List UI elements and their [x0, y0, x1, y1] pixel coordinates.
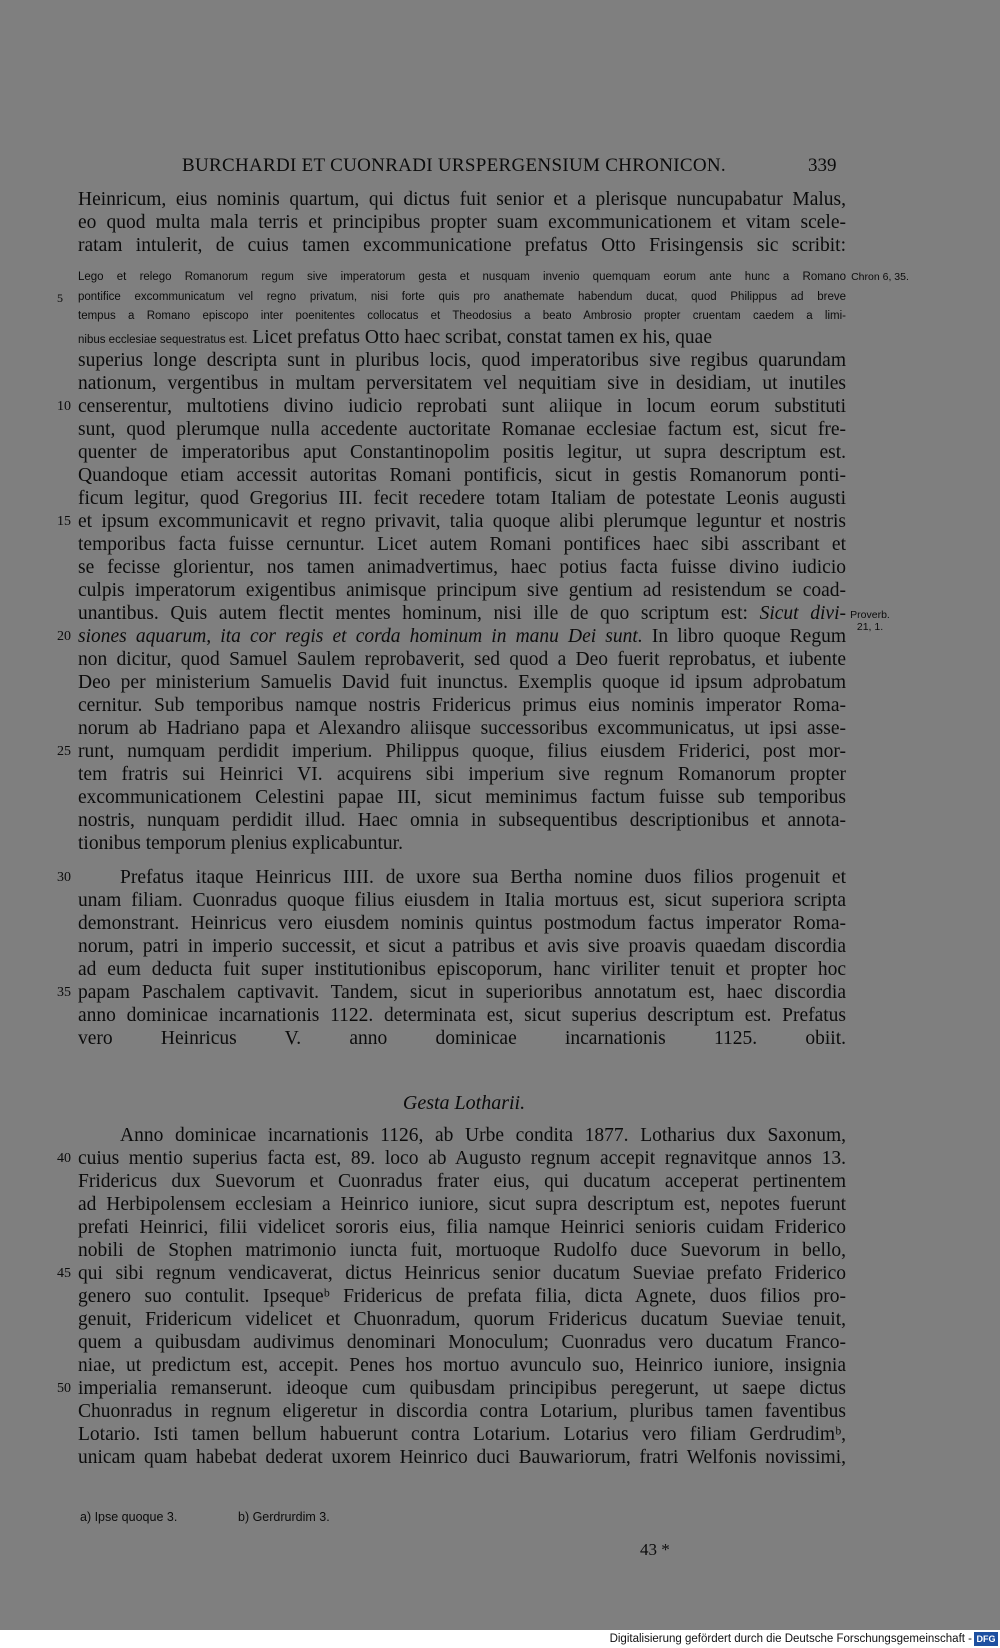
- quote-end: nibus ecclesiae sequestratus est.: [78, 334, 248, 346]
- text-line: genuit, Fridericum videlicet et Chuonradum, quorum Fridericus ducatum Sueviae tenuit,: [78, 1309, 846, 1330]
- quote-line: tempus a Romano episcopo inter poenitentes collocatus et Theodosius a beato Ambrosio propter cruentam caedem a limi-: [78, 310, 846, 322]
- text-line: Prefatus itaque Heinricus IIII. de uxore sua Bertha nomine duos filios progenuit et: [120, 867, 846, 888]
- text-line: excommunicationem Celestini papae III, sicut meminimus factum fuisse sub temporibus: [78, 787, 846, 808]
- text-line: quem a quibusdam audivimus denominari Monoculum; Cuonradus vero ducatum Franco-: [78, 1332, 846, 1353]
- line-number: 15: [57, 514, 71, 529]
- text-line: unam filiam. Cuonradus quoque filius eiusdem in Italia mortuus est, sicut superiora scripta: [78, 890, 846, 911]
- text-line: imperialia remanserunt. ideoque cum quibusdam principibus peregerunt, ut saepe dictus: [78, 1378, 846, 1399]
- line-number: 20: [57, 629, 71, 644]
- text-line: eo quod multa mala terris et principibus propter suam excommunicationem et vitam scele-: [78, 212, 846, 233]
- text-line: temporibus facta fuisse cernuntur. Licet autem Romani pontifices haec sibi asscribant et: [78, 534, 846, 555]
- quote-line: Lego et relego Romanorum regum sive imperatorum gesta et nusquam invenio quemquam eorum ante hunc a Romano: [78, 271, 846, 283]
- dfg-logo: DFG: [974, 1632, 998, 1646]
- text-line: unicam quam habebat dederat uxorem Heinrico duci Bauwariorum, fratri Welfonis novissimi,: [78, 1447, 846, 1468]
- text-line: tem fratris sui Heinrici VI. acquirens sibi imperium sive regnum Romanorum propter: [78, 764, 846, 785]
- text-line: prefati Heinrici, filii videlicet sororis eius, filia namque Heinrici senioris cuidam Friderico: [78, 1217, 846, 1238]
- line-number: 45: [57, 1266, 71, 1281]
- text-line: sunt, quod plerumque nulla accedente auctoritate Romanae ecclesiae factum est, sicut fre-: [78, 419, 846, 440]
- signature-mark: 43 *: [640, 1540, 670, 1559]
- margin-note-proverb-ref: Proverb.: [850, 609, 890, 621]
- line-number: 30: [57, 870, 71, 885]
- footnote-b: b) Gerdrurdim 3.: [238, 1510, 330, 1524]
- text-line: Lotario. Isti tamen bellum habuerunt contra Lotarium. Lotarius vero filiam Gerdrudimᵇ,: [78, 1424, 846, 1445]
- margin-note-proverb-verse: 21, 1.: [856, 621, 884, 633]
- text-line-mixed: [78, 602, 846, 625]
- text-line: ficum legitur, quod Gregorius III. fecit recedere totam Italiam de potestate Leonis augusti: [78, 488, 846, 509]
- text-line: vero Heinricus V. anno dominicae incarnationis 1125. obiit.: [78, 1028, 846, 1049]
- margin-note-chron: Chron 6, 35.: [851, 271, 909, 283]
- text-line: demonstrant. Heinricus vero eiusdem nominis quintus postmodum factus imperator Roma-: [78, 913, 846, 934]
- footer-bar: [0, 1630, 1000, 1648]
- text-continuation: Licet prefatus Otto haec scribat, constat tamen ex his, quae: [252, 327, 712, 348]
- text-line: qui sibi regnum vendicaverat, dictus Heinricus senior ducatum Sueviae prefato Friderico: [78, 1263, 846, 1284]
- footnote-a: a) Ipse quoque 3.: [80, 1510, 178, 1524]
- line-number: 40: [57, 1151, 71, 1166]
- quote-line: pontifice excommunicatum vel regno privatum, nisi forte quis pro anathemate habendum ducat, quod Philippus ad breve: [78, 291, 846, 303]
- footer-credit: Digitalisierung gefördert durch die Deutsche Forschungsgemeinschaft -: [609, 1633, 972, 1645]
- scripture-quote: Sicut divi-: [759, 603, 846, 624]
- text-line: papam Paschalem captivavit. Tandem, sicut in superioribus annotatum est, haec discordia: [78, 982, 846, 1003]
- text-line: non dicitur, quod Samuel Saulem reprobaverit, sed quod a Deo fuerit reprobatus, et iubente: [78, 649, 846, 670]
- text-line: Deo per ministerium Samuelis David fuit inunctus. Exemplis quoque id ipsum adprobatum: [78, 672, 846, 693]
- line-number: 5: [57, 291, 63, 305]
- page-number: 339: [808, 155, 837, 176]
- text-line: niae, ut predictum est, accepit. Penes hos mortuo avunculo suo, Heinrico iuniore, insignia: [78, 1355, 846, 1376]
- text-line-mixed: [78, 625, 846, 648]
- line-number: 50: [57, 1381, 71, 1396]
- text-line: quenter de imperatoribus aput Constantinopolim positis legitur, ut supra descriptum est.: [78, 442, 846, 463]
- text-line: Anno dominicae incarnationis 1126, ab Urbe condita 1877. Lotharius dux Saxonum,: [120, 1125, 846, 1146]
- text-segment: In libro quoque Regum: [651, 626, 846, 647]
- text-line: tionibus temporum plenius explicabuntur.: [78, 833, 403, 854]
- text-line: anno dominicae incarnationis 1122. determinata est, sicut superius descriptum est. Prefatus: [78, 1005, 846, 1026]
- text-line: nationum, vergentibus in multam perversitatem vel nequitiam sive in desidiam, ut inutiles: [78, 373, 846, 394]
- line-number: 10: [57, 399, 71, 414]
- text-segment: unantibus. Quis autem flectit mentes hominum, nisi ille de quo scriptum est:: [78, 603, 748, 624]
- text-line: Quandoque etiam accessit autoritas Romani pontificis, sicut in gestis Romanorum ponti-: [78, 465, 846, 486]
- text-line: se fecisse glorientur, nos tamen animadvertimus, haec potius facta fuisse divino iudicio: [78, 557, 846, 578]
- margin-note-proverb: [840, 609, 900, 633]
- scripture-quote: siones aquarum, ita cor regis et corda hominum in manu Dei sunt.: [78, 626, 643, 647]
- text-line: ad Herbipolensem ecclesiam a Heinrico iuniore, sicut supra descriptum est, nepotes fuerunt: [78, 1194, 846, 1215]
- text-line: nostris, nunquam perdidit illud. Haec omnia in subsequentibus descriptionibus et annota-: [78, 810, 846, 831]
- text-line: nobili de Stophen matrimonio iuncta fuit, mortuoque Rudolfo duce Suevorum in bello,: [78, 1240, 846, 1261]
- text-line: Heinricum, eius nominis quartum, qui dictus fuit senior et a plerisque nuncupabatur Malus,: [78, 189, 846, 210]
- text-line: norum ab Hadriano papa et Alexandro aliisque successoribus excommunicatus, ut ipsi asse-: [78, 718, 846, 739]
- text-line: cuius mentio superius facta est, 89. loco ab Augusto regnum accepit regnavitque annos 13.: [78, 1148, 846, 1169]
- page-header: [0, 155, 1000, 185]
- text-line: superius longe descripta sunt in pluribus locis, quod imperatoribus sive regibus quarundam: [78, 350, 846, 371]
- text-line: censerentur, multotiens divino iudicio reprobati sunt aliique in locum eorum substituti: [78, 396, 846, 417]
- text-line: et ipsum excommunicavit et regno privavit, talia quoque alibi plerumque leguntur et nostris: [78, 511, 846, 532]
- text-line: Fridericus dux Suevorum et Cuonradus frater eius, qui ducatum acceperat pertinentem: [78, 1171, 846, 1192]
- section-title: Gesta Lotharii.: [402, 1092, 526, 1114]
- text-line: ratam intulerit, de cuius tamen excommunicatione prefatus Otto Frisingensis sic scribit:: [78, 235, 846, 256]
- text-line: Chuonradus in regnum eligeretur in discordia contra Lotarium, pluribus tamen faventibus: [78, 1401, 846, 1422]
- line-number: 25: [57, 744, 71, 759]
- text-line: culpis imperatorum exigentibus animisque principum sive gentium ad resistendum se coad-: [78, 580, 846, 601]
- text-line: ad eum deducta fuit super institutionibus episcoporum, hanc viriliter tenuit et propter hoc: [78, 959, 846, 980]
- text-line: runt, numquam perdidit imperium. Philippus quoque, filius eiusdem Friderici, post mor-: [78, 741, 846, 762]
- running-title: BURCHARDI ET CUONRADI URSPERGENSIUM CHRONICON.: [182, 155, 726, 176]
- text-line: cernitur. Sub temporibus namque nostris Fridericus primus eius nominis imperator Roma-: [78, 695, 846, 716]
- line-number: 35: [57, 985, 71, 1000]
- text-line: norum, patri in imperio successit, et sicut a patribus et avis sive proavis quaedam discordia: [78, 936, 846, 957]
- text-line: genero suo contulit. Ipsequeᵇ Fridericus de prefata filia, dicta Agnete, duos filios pro-: [78, 1286, 846, 1307]
